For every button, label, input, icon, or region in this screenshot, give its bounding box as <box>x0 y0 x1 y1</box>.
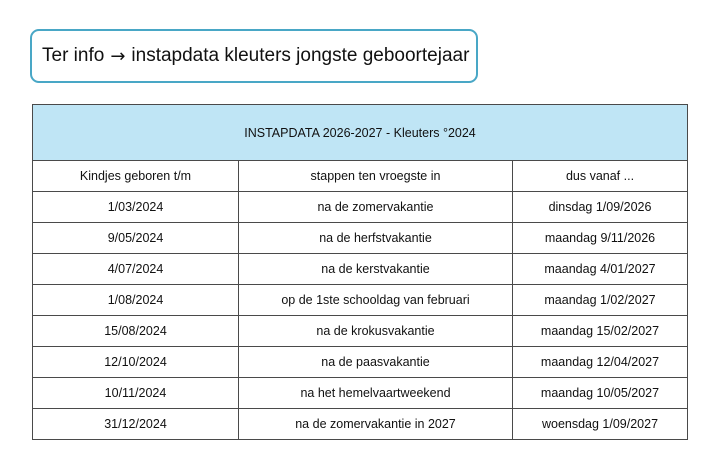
cell-start-date: maandag 10/05/2027 <box>513 378 688 409</box>
cell-born-until: 1/03/2024 <box>33 192 239 223</box>
header-entry-moment: stappen ten vroegste in <box>239 161 513 192</box>
table-row <box>33 347 688 378</box>
cell-entry-moment: na de herfstvakantie <box>239 223 513 254</box>
cell-start-date: maandag 12/04/2027 <box>513 347 688 378</box>
cell-born-until: 15/08/2024 <box>33 316 239 347</box>
cell-born-until: 12/10/2024 <box>33 347 239 378</box>
cell-entry-moment: na het hemelvaartweekend <box>239 378 513 409</box>
table-title-row <box>33 105 688 161</box>
cell-born-until: 1/08/2024 <box>33 285 239 316</box>
table-row <box>33 316 688 347</box>
table-row <box>33 409 688 440</box>
cell-born-until: 9/05/2024 <box>33 223 239 254</box>
instapdata-table <box>32 104 688 440</box>
table-title: INSTAPDATA 2026-2027 - Kleuters °2024 <box>33 105 688 161</box>
cell-entry-moment: op de 1ste schooldag van februari <box>239 285 513 316</box>
cell-entry-moment: na de krokusvakantie <box>239 316 513 347</box>
table-header-row <box>33 161 688 192</box>
cell-start-date: maandag 4/01/2027 <box>513 254 688 285</box>
cell-start-date: maandag 1/02/2027 <box>513 285 688 316</box>
cell-entry-moment: na de paasvakantie <box>239 347 513 378</box>
info-box <box>30 29 478 83</box>
cell-start-date: woensdag 1/09/2027 <box>513 409 688 440</box>
cell-born-until: 31/12/2024 <box>33 409 239 440</box>
header-start-date: dus vanaf ... <box>513 161 688 192</box>
cell-start-date: maandag 9/11/2026 <box>513 223 688 254</box>
table-row <box>33 285 688 316</box>
info-text: instapdata kleuters jongste geboortejaar <box>131 45 470 66</box>
arrow-right-icon: → <box>110 45 126 67</box>
cell-entry-moment: na de zomervakantie in 2027 <box>239 409 513 440</box>
table-row <box>33 378 688 409</box>
info-prefix: Ter info <box>42 45 105 66</box>
table-row <box>33 192 688 223</box>
cell-start-date: maandag 15/02/2027 <box>513 316 688 347</box>
header-born-until: Kindjes geboren t/m <box>33 161 239 192</box>
cell-start-date: dinsdag 1/09/2026 <box>513 192 688 223</box>
cell-entry-moment: na de zomervakantie <box>239 192 513 223</box>
cell-entry-moment: na de kerstvakantie <box>239 254 513 285</box>
table-row <box>33 223 688 254</box>
table-row <box>33 254 688 285</box>
cell-born-until: 4/07/2024 <box>33 254 239 285</box>
cell-born-until: 10/11/2024 <box>33 378 239 409</box>
